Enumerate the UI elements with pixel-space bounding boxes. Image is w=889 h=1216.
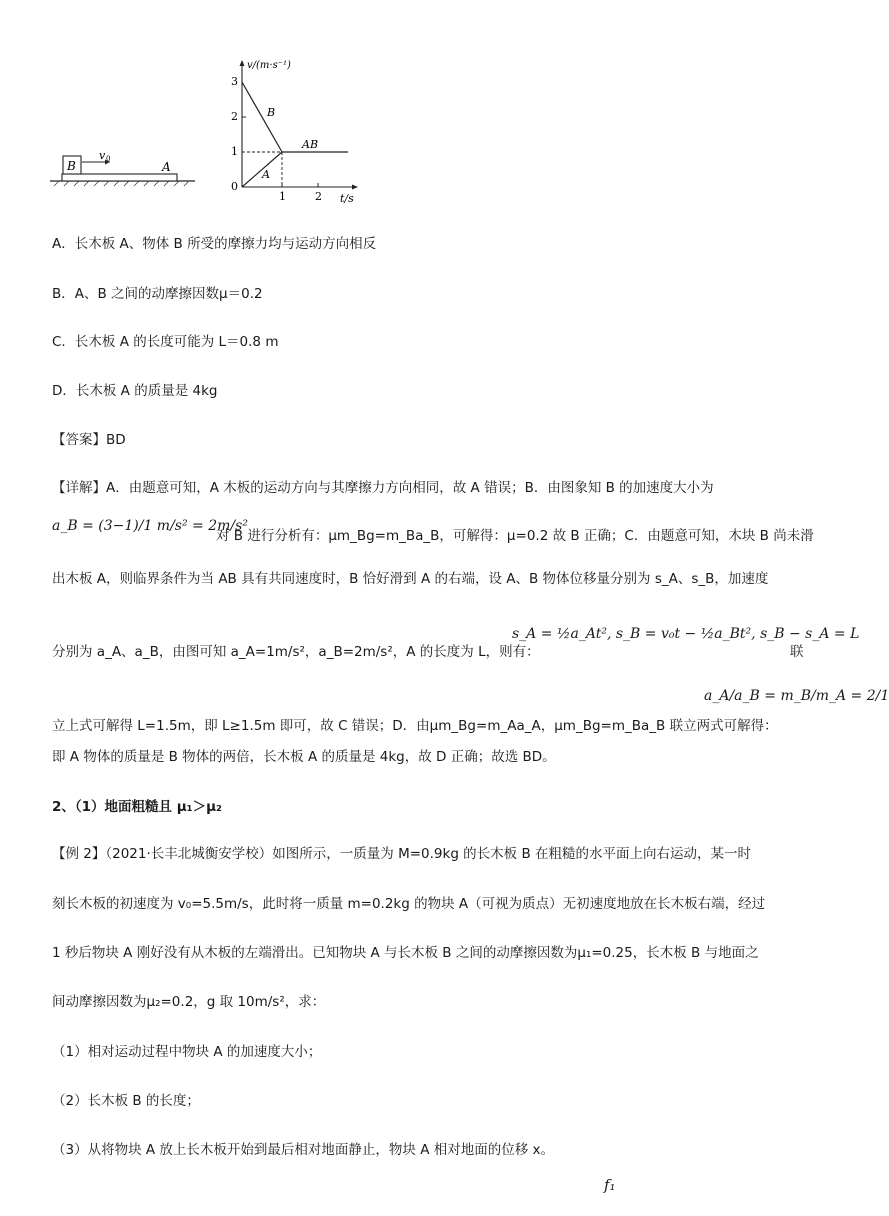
option-b: B．A、B 之间的动摩擦因数μ＝0.2 [52, 286, 263, 302]
option-c: C．长木板 A 的长度可能为 L＝0.8 m [52, 334, 279, 350]
detail-line-4: 分别为 a_A、a_B，由图可知 a_A=1m/s²，a_B=2m/s²，A 的长度为 L，则有： [52, 644, 540, 660]
example-line-3: 1 秒后物块 A 刚好没有从木板的左端滑出。已知物块 A 与长木板 B 之间的动摩擦因数为μ₁=0.25，长木板 B 与地面之 [52, 945, 759, 961]
example-line-4: 间动摩擦因数为μ₂=0.2，g 取 10m/s²，求： [52, 994, 326, 1010]
origin-label: 0 [231, 180, 238, 193]
line-b [242, 82, 282, 152]
question-3: （3）从将物块 A 放上长木板开始到最后相对地面静止，物块 A 相对地面的位移 x。 [52, 1142, 555, 1158]
block-b-label: B [67, 159, 76, 173]
option-a: A．长木板 A、物体 B 所受的摩擦力均与运动方向相反 [52, 236, 377, 252]
line-a-label: A [262, 168, 270, 181]
equation-ab: a_B = (3−1)/1 m/s² = 2m/s² [52, 518, 248, 534]
detail-line-4-end: 联 [790, 644, 804, 660]
detail-line-2: 对 B 进行分析有：μm_Bg=m_Ba_B，可解得：μ=0.2 故 B 正确；C．由题意可知，木块 B 尚未滑 [216, 528, 814, 544]
equation-displacement: s_A = ½a_At², s_B = v₀t − ½a_Bt², s_B − s_A = L [512, 626, 860, 642]
example-line-2: 刻长木板的初速度为 v₀=5.5m/s，此时将一质量 m=0.2kg 的物块 A（可视为质点）无初速度地放在长木板右端，经过 [52, 896, 766, 912]
detail-line-6: 即 A 物体的质量是 B 物体的两倍，长木板 A 的质量是 4kg，故 D 正确；故选 BD。 [52, 749, 556, 765]
y-tick-3: 3 [231, 75, 238, 88]
detail-line-1: 【详解】A．由题意可知，A 木板的运动方向与其摩擦力方向相同，故 A 错误；B．由图象知 B 的加速度大小为 [52, 480, 714, 496]
x-tick-2: 2 [315, 190, 322, 203]
y-axis-arrow-icon [240, 60, 245, 66]
x-axis-arrow-icon [352, 185, 358, 190]
section-heading: 2、（1）地面粗糙且 μ₁＞μ₂ [52, 799, 222, 815]
x-axis-label: t/s [340, 192, 354, 205]
x-tick-1: 1 [279, 190, 286, 203]
detail-line-3: 出木板 A，则临界条件为当 AB 具有共同速度时，B 恰好滑到 A 的右端，设 A、B 物体位移量分别为 s_A、s_B，加速度 [52, 571, 769, 587]
board-a [62, 174, 177, 181]
block-board-figure [50, 140, 200, 190]
board-a-label: A [162, 160, 171, 174]
answer: 【答案】BD [52, 432, 126, 448]
y-tick-1: 1 [231, 145, 238, 158]
line-b-label: B [267, 106, 276, 119]
y-axis-label: v/(m·s⁻¹) [247, 60, 291, 71]
velocity-time-graph [222, 52, 367, 210]
equation-mass-ratio: a_A/a_B = m_B/m_A = 2/1 [704, 688, 889, 704]
question-2: （2）长木板 B 的长度； [52, 1093, 200, 1109]
option-d: D．长木板 A 的质量是 4kg [52, 383, 218, 399]
example-line-1: 【例 2】（2021·长丰北城衡安学校）如图所示，一质量为 M=0.9kg 的长木板 B 在粗糙的水平面上向右运动，某一时 [52, 846, 752, 862]
velocity-subscript: 0 [106, 155, 111, 163]
line-ab-label: AB [302, 138, 319, 151]
ground-hatch [54, 181, 189, 186]
question-1: （1）相对运动过程中物块 A 的加速度大小； [52, 1044, 322, 1060]
velocity-label: v [99, 149, 106, 162]
fragment-f1: f₁ [604, 1176, 616, 1194]
detail-line-5: 立上式可解得 L=1.5m，即 L≥1.5m 即可，故 C 错误；D．由μm_Bg=m_Aa_A，μm_Bg=m_Ba_B 联立两式可解得： [52, 718, 778, 734]
y-tick-2: 2 [231, 110, 238, 123]
